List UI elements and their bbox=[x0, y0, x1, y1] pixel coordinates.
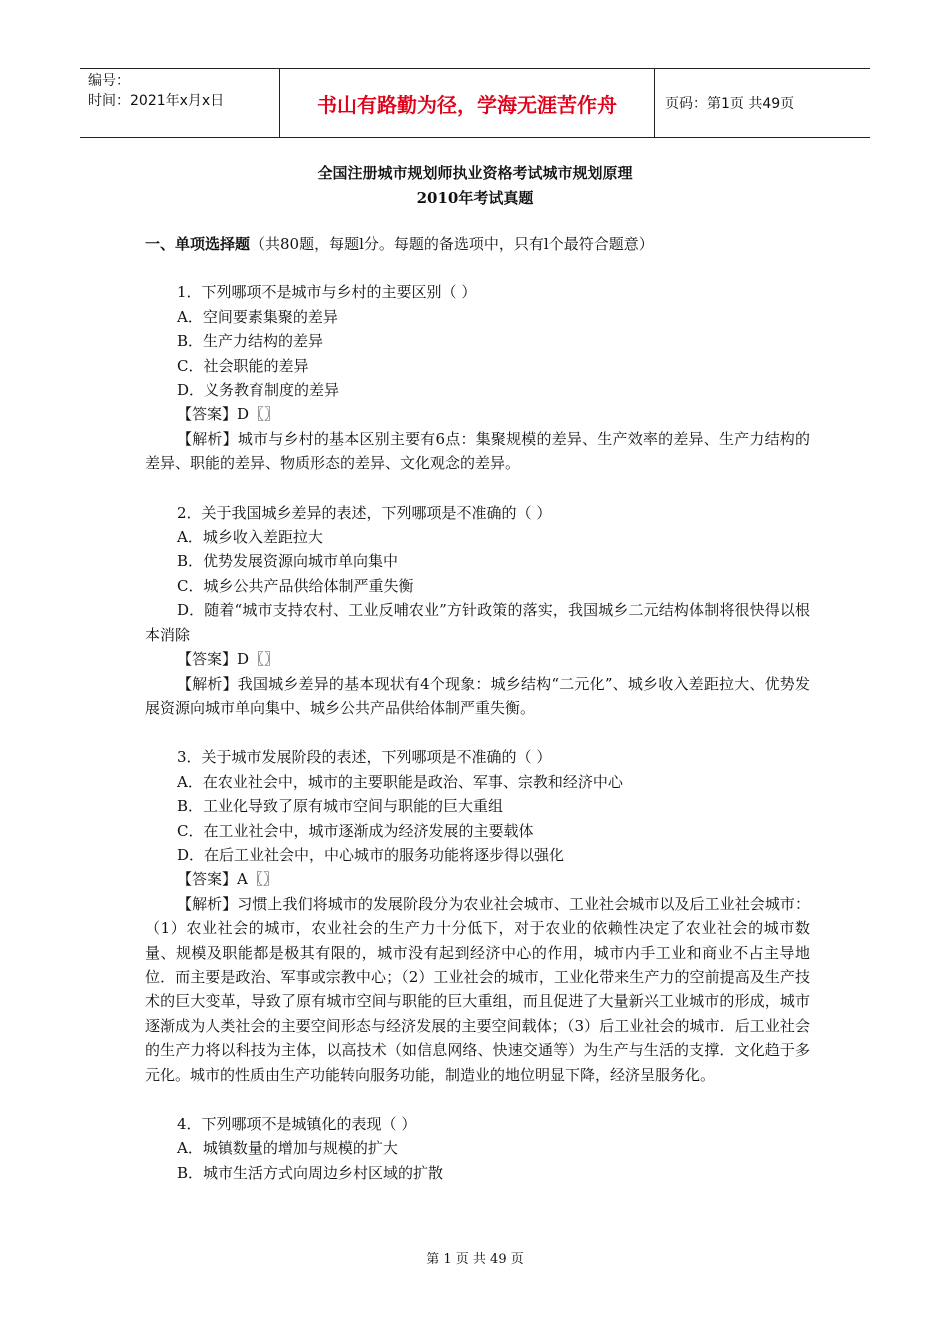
header-motto: 书山有路勤为径，学海无涯苦作舟 bbox=[280, 69, 655, 137]
question-text: 2．关于我国城乡差异的表述，下列哪项是不准确的（ ） bbox=[177, 503, 552, 522]
header-page-info: 页码：第1页 共49页 bbox=[665, 96, 795, 112]
question-text: 4．下列哪项不是城镇化的表现（ ） bbox=[177, 1115, 417, 1133]
option: B．优势发展资源向城市单向集中 bbox=[177, 552, 399, 571]
explanation: 【解析】我国城乡差异的基本现状有4个现象：城乡结构“二元化”、城乡收入差距拉大、优势发展资源向城市单向集中、城乡公共产品供给体制严重失衡。 bbox=[145, 674, 810, 717]
question-block-2 bbox=[145, 501, 810, 721]
option: D．随着“城市支持农村、工业反哺农业”方针政策的落实，我国城乡二元结构体制将很快得以根本消除 bbox=[145, 601, 810, 644]
code-label: 编号： bbox=[88, 73, 130, 89]
answer: 【答案】D〖〗 bbox=[177, 650, 280, 669]
option: B．工业化导致了原有城市空间与职能的巨大重组 bbox=[177, 797, 504, 816]
option: D．义务教育制度的差异 bbox=[177, 381, 340, 400]
option: B．城市生活方式向周边乡村区域的扩散 bbox=[177, 1163, 444, 1182]
explanation: 【解析】习惯上我们将城市的发展阶段分为农业社会城市、工业社会城市以及后工业社会城市：（1）农业社会的城市，农业社会的生产力十分低下，对于农业的依赖性决定了农业社会的城市数量、规模及职能都是极其有限的，城市没有起到经济中心的作用，城市内手工业和商业不占主导地位．而主要是政治、军事或宗教中心；（2）工业社会的城市，工业化带来生产力的空前提高及生产技术的巨大变革，导致了原有城市空间与职能的巨大重组，而且促进了大量新兴工业城市的形成，城市逐渐成为人类社会的主要空间形态与经济发展的主要空间载体；（3）后工业社会的城市．后工业社会的生产力将以科技为主体，以高技术（如信息网络、快速交通等）为生产与生活的支撑．文化趋于多元化。城市的性质由生产功能转向服务功能，制造业的地位明显下降，经济呈服务化。 bbox=[145, 894, 810, 1084]
header-meta bbox=[80, 69, 280, 137]
page-header bbox=[80, 68, 870, 138]
option: A．空间要素集聚的差异 bbox=[177, 307, 338, 326]
explanation: 【解析】城市与乡村的基本区别主要有6点：集聚规模的差异、生产效率的差异、生产力结构的差异、职能的差异、物质形态的差异、文化观念的差异。 bbox=[145, 429, 810, 473]
option: A．城镇数量的增加与规模的扩大 bbox=[177, 1139, 398, 1158]
option: C．社会职能的差异 bbox=[177, 356, 309, 375]
document-body bbox=[145, 232, 810, 1185]
option: A．在农业社会中，城市的主要职能是政治、军事、宗教和经济中心 bbox=[177, 772, 623, 791]
section-heading bbox=[145, 232, 810, 256]
section-heading-rest: （共80题，每题l分。每题的备选项中，只有l个最符合题意） bbox=[250, 235, 654, 253]
question-block-3 bbox=[145, 745, 810, 1087]
spacer bbox=[145, 1087, 810, 1112]
question-text: 1．下列哪项不是城市与乡村的主要区别（ ） bbox=[177, 283, 477, 302]
section-heading-bold: 一、单项选择题 bbox=[145, 235, 251, 253]
question-block-1 bbox=[145, 280, 810, 475]
spacer bbox=[145, 476, 810, 501]
option: C．城乡公共产品供给体制严重失衡 bbox=[177, 576, 414, 595]
doc-subtitle: 2010年考试真题 bbox=[416, 189, 534, 207]
option: A．城乡收入差距拉大 bbox=[177, 528, 323, 547]
question-block-4 bbox=[145, 1112, 810, 1185]
spacer bbox=[145, 720, 810, 745]
option: D．在后工业社会中，中心城市的服务功能将逐步得以强化 bbox=[177, 845, 565, 864]
option: B．生产力结构的差异 bbox=[177, 332, 324, 351]
answer: 【答案】A〖〗 bbox=[177, 870, 278, 889]
answer: 【答案】D〖〗 bbox=[177, 405, 280, 424]
page-footer: 第 1 页 共 49 页 bbox=[426, 1252, 524, 1267]
doc-title: 全国注册城市规划师执业资格考试城市规划原理 bbox=[317, 164, 633, 182]
question-text: 3．关于城市发展阶段的表述，下列哪项是不准确的（ ） bbox=[177, 748, 552, 767]
time-label: 时间：2021年x月x日 bbox=[88, 93, 225, 109]
option: C．在工业社会中，城市逐渐成为经济发展的主要载体 bbox=[177, 821, 534, 840]
